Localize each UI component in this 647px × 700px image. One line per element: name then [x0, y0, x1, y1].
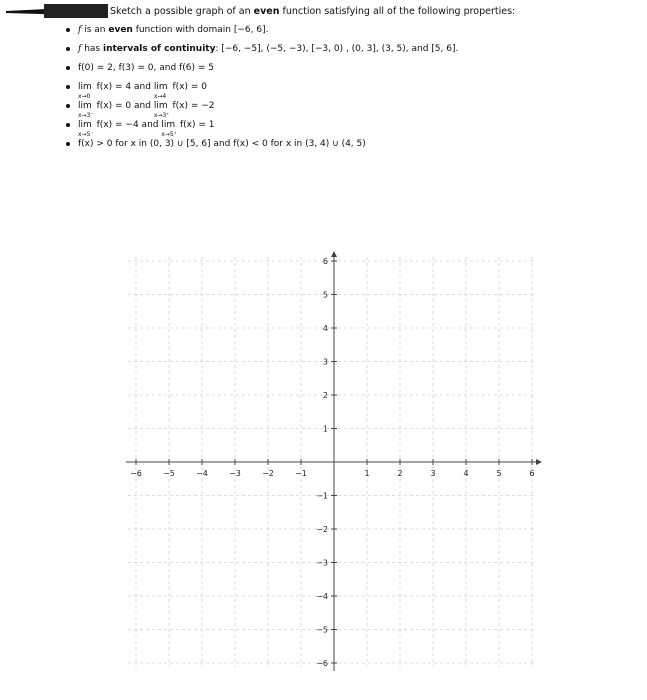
y-tick-label: 5: [322, 290, 328, 300]
property-1: [64, 24, 458, 43]
text: f(x) = 0: [169, 82, 207, 92]
y-tick-label: 3: [322, 357, 328, 367]
text: f(x) = −2: [169, 101, 215, 111]
y-tick-label: −2: [316, 525, 328, 534]
lim-label: lim: [153, 101, 168, 111]
text: f(x) = 1: [177, 120, 215, 130]
x-tick-label: −1: [295, 469, 307, 478]
x-tick-label: 6: [529, 469, 535, 478]
lim-subscript: x→5⁻: [78, 131, 94, 138]
x-tick-label: 1: [364, 469, 370, 478]
property-5: [64, 100, 458, 119]
text: f(0) = 2, f(3) = 0, and f(6) = 5: [78, 63, 214, 73]
text: is an: [81, 25, 109, 35]
y-tick-label: −5: [316, 625, 328, 635]
x-tick-label: 5: [496, 469, 502, 478]
fn-name: f: [78, 25, 82, 35]
fn-name: f: [78, 44, 82, 54]
x-tick-label: −4: [196, 469, 208, 478]
property-3: [64, 62, 458, 81]
property-6: [64, 119, 458, 138]
title-suffix: function satisfying all of the following properties:: [279, 6, 516, 17]
x-tick-label: 4: [463, 469, 469, 478]
y-tick-label: −1: [316, 491, 328, 501]
text: function with domain [−6, 6].: [132, 25, 269, 35]
text: f(x) = −4 and: [93, 120, 162, 130]
x-tick-label: −6: [130, 469, 142, 478]
text: : [−6, −5], (−5, −3), [−3, 0) , (0, 3], (3, 5), and [5, 6].: [215, 44, 459, 54]
x-axis-arrow: [536, 459, 542, 465]
title-prefix: Sketch a possible graph of an: [110, 6, 254, 17]
property-7: [64, 138, 458, 157]
y-tick-label: −4: [316, 592, 328, 601]
property-list: [64, 24, 458, 157]
y-tick-label: 6: [322, 257, 328, 266]
coordinate-grid[interactable]: [0, 250, 647, 690]
limit-1: [78, 119, 94, 138]
limit-1: [78, 81, 92, 100]
text: f(x) > 0 for x in (0, 3) ∪ [5, 6] and f(x) < 0 for x in (3, 4) ∪ (4, 5): [78, 139, 366, 149]
bold-text: intervals of continuity: [102, 44, 216, 54]
lim-label: lim: [153, 82, 168, 92]
lim-subscript: x→4: [153, 93, 167, 100]
limit-2: [153, 100, 170, 119]
y-axis-arrow: [331, 251, 337, 257]
bold-text: even: [108, 25, 133, 35]
y-tick-label: 4: [322, 324, 328, 333]
text: has: [81, 44, 103, 54]
redaction-mark: [4, 4, 108, 18]
property-4: [64, 81, 458, 100]
text: f(x) = 0 and: [93, 101, 154, 111]
lim-label: lim: [78, 101, 92, 111]
lim-label: lim: [161, 120, 176, 130]
x-tick-label: −2: [262, 469, 274, 478]
x-tick-label: −5: [163, 469, 175, 478]
lim-subscript: x→0: [78, 93, 91, 100]
x-tick-label: −3: [229, 469, 241, 478]
instruction-title: [110, 6, 515, 17]
text: f(x) = 4 and: [93, 82, 154, 92]
lim-subscript: x→3⁻: [78, 112, 94, 119]
limit-2: [153, 81, 168, 100]
y-tick-label: −3: [316, 558, 328, 568]
x-tick-label: 2: [397, 469, 403, 478]
y-tick-label: −6: [316, 659, 328, 668]
property-2: [64, 43, 458, 62]
y-tick-label: 2: [322, 391, 328, 400]
limit-2: [161, 119, 177, 138]
lim-label: lim: [78, 120, 92, 130]
x-tick-label: 3: [430, 469, 436, 478]
lim-subscript: x→3⁺: [153, 112, 170, 119]
title-bold: even: [253, 6, 280, 17]
lim-subscript: x→5⁺: [161, 131, 177, 138]
limit-1: [78, 100, 94, 119]
lim-label: lim: [78, 82, 92, 92]
y-tick-label: 1: [322, 424, 328, 434]
